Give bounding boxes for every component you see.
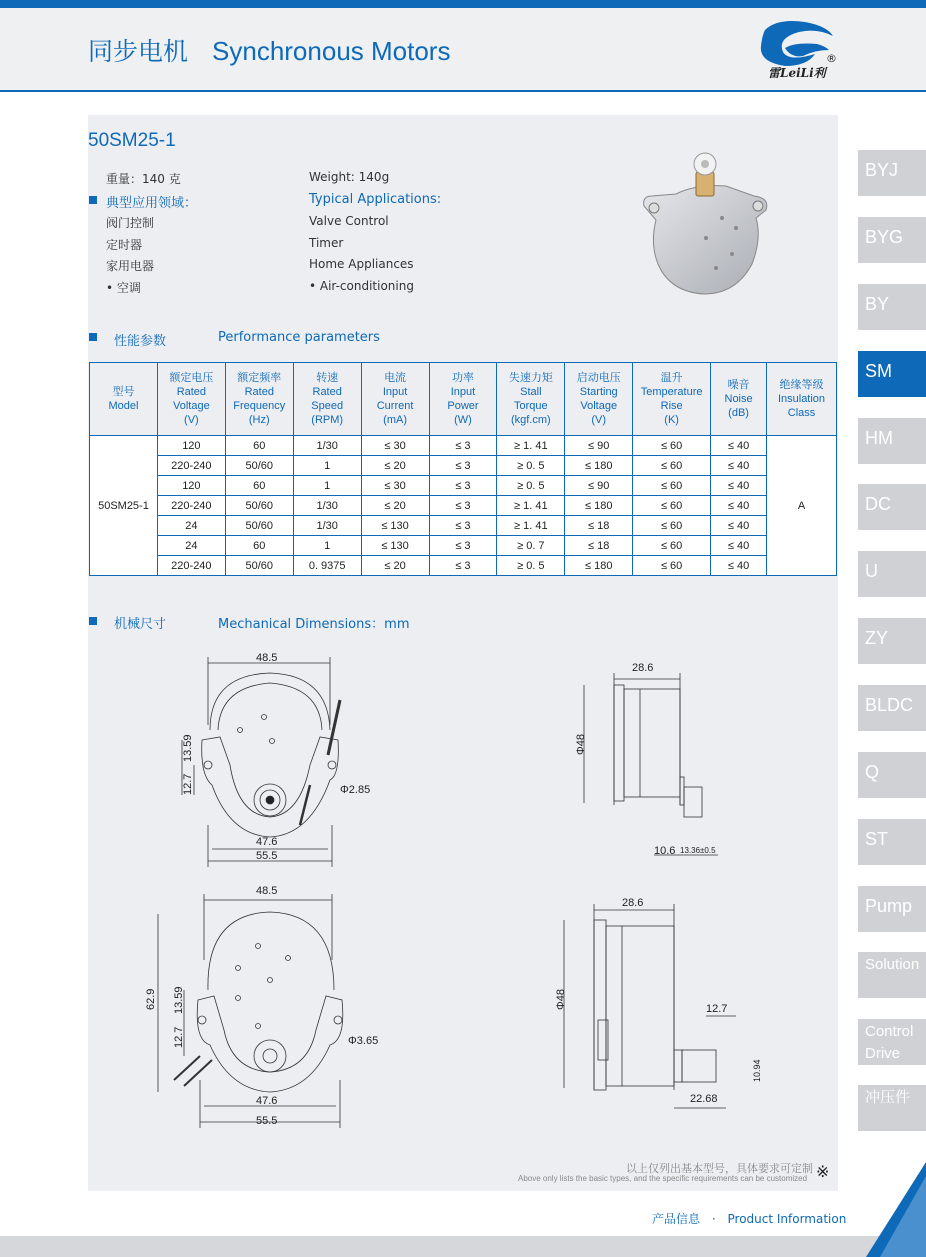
header-line: Frequency: [233, 400, 286, 412]
sidebar-tab[interactable]: ZY: [858, 618, 926, 664]
table-cell: ≤ 180: [565, 456, 633, 476]
sidebar-tab[interactable]: Q: [858, 752, 926, 798]
footnote-cn: 以上仅列出基本型号，具体要求可定制: [626, 1162, 813, 1175]
header-line: Noise: [724, 393, 753, 405]
app-item-cn: • 空调: [106, 281, 141, 295]
header-line: Speed: [311, 400, 344, 412]
dim-hole-2: Φ3.65: [348, 1035, 379, 1047]
dim-h1-2: 13.59: [173, 986, 185, 1014]
table-cell: ≤ 60: [633, 436, 711, 456]
table-cell: ≥ 0. 5: [497, 476, 565, 496]
table-cell: ≤ 20: [361, 496, 429, 516]
header-line: 绝缘等级: [779, 379, 824, 391]
dim-w1-2: 47.6: [256, 1095, 278, 1107]
registered-mark: ®: [826, 52, 837, 65]
header-line: Current: [376, 400, 414, 412]
sidebar-tab[interactable]: Pump: [858, 886, 926, 932]
table-cell: 60: [225, 436, 293, 456]
table-cell: ≤ 18: [565, 536, 633, 556]
table-cell: ≤ 60: [633, 516, 711, 536]
sidebar-tab[interactable]: DC: [858, 484, 926, 530]
table-header-row: [90, 363, 837, 436]
table-cell: 50/60: [225, 516, 293, 536]
app-item-en: • Air-conditioning: [309, 279, 414, 293]
mechanical-title-cn: 机械尺寸: [114, 617, 167, 632]
table-row: [90, 456, 837, 476]
table-cell: 0. 9375: [293, 556, 361, 576]
table-cell: ≤ 60: [633, 476, 711, 496]
page-title-cn: 同步电机: [88, 37, 189, 66]
table-row: [90, 536, 837, 556]
header-line: Stall: [520, 386, 542, 398]
table-cell: ≤ 130: [361, 536, 429, 556]
header-line: (W): [454, 414, 472, 426]
header-line: (RPM): [311, 414, 344, 426]
header-line: Insulation: [777, 393, 826, 405]
table-cell: ≤ 3: [429, 496, 497, 516]
header-line: Torque: [514, 400, 548, 412]
dim-w2: 55.5: [256, 850, 278, 862]
header-line: Power: [447, 400, 479, 412]
sidebar-tab[interactable]: U: [858, 551, 926, 597]
table-cell: ≤ 18: [565, 516, 633, 536]
sidebar-tab[interactable]: BYG: [858, 217, 926, 263]
table-cell: ≥ 1. 41: [497, 516, 565, 536]
app-item-cn: 定时器: [106, 238, 143, 252]
table-cell: ≤ 40: [711, 476, 767, 496]
table-row: [90, 516, 837, 536]
sidebar-tab[interactable]: HM: [858, 418, 926, 464]
table-header-cell: [361, 363, 429, 436]
table-header-cell: [633, 363, 711, 436]
header-line: Model: [108, 400, 139, 412]
table-cell: ≤ 40: [711, 536, 767, 556]
table-cell: ≤ 30: [361, 436, 429, 456]
app-item-en: Valve Control: [309, 214, 389, 228]
table-cell: ≥ 0. 7: [497, 536, 565, 556]
drawing-side-view-1: [570, 655, 740, 865]
table-row: [90, 476, 837, 496]
table-cell: 120: [157, 476, 225, 496]
app-item-en: Home Appliances: [309, 257, 414, 271]
table-row: [90, 436, 837, 456]
apps-title-cn: 典型应用领域：: [106, 196, 198, 211]
motor-product-image: [636, 148, 776, 298]
table-cell: ≤ 90: [565, 476, 633, 496]
header-line: (V): [591, 414, 607, 426]
sidebar-tab[interactable]: BY: [858, 284, 926, 330]
table-cell: 120: [157, 436, 225, 456]
table-cell: ≥ 1. 41: [497, 496, 565, 516]
table-row: [90, 556, 837, 576]
header-line: 温升: [660, 372, 683, 384]
table-header-cell: [429, 363, 497, 436]
table-cell: 1: [293, 536, 361, 556]
sidebar-tab[interactable]: 冲压件: [858, 1085, 926, 1131]
table-cell: ≤ 60: [633, 536, 711, 556]
table-header-cell: [767, 363, 837, 436]
table-cell: ≤ 3: [429, 456, 497, 476]
table-cell: 24: [157, 536, 225, 556]
footer-cn: 产品信息: [652, 1212, 701, 1226]
table-cell: 60: [225, 536, 293, 556]
mechanical-title-en: Mechanical Dimensions：mm: [218, 617, 410, 632]
header-line: Temperature: [640, 386, 703, 398]
table-header-cell: [497, 363, 565, 436]
header-line: 型号: [112, 386, 135, 398]
dim-depth-2: 28.6: [622, 897, 644, 909]
sidebar-tab[interactable]: ST: [858, 819, 926, 865]
page-title: [88, 32, 450, 68]
header-line: 额定频率: [237, 372, 282, 384]
app-item-cn: 家用电器: [106, 259, 155, 273]
logo-text: 雷LeiLi利: [768, 66, 826, 80]
table-cell: 1/30: [293, 436, 361, 456]
sidebar-tab[interactable]: BYJ: [858, 150, 926, 196]
table-cell: ≤ 90: [565, 436, 633, 456]
header-line: Voltage: [173, 400, 210, 412]
footer-en: Product Information: [727, 1212, 847, 1226]
sidebar-tab[interactable]: BLDC: [858, 685, 926, 731]
table-cell: ≤ 130: [361, 516, 429, 536]
header-line: Voltage: [580, 400, 618, 412]
header-line: Rated: [176, 386, 207, 398]
table-cell: ≤ 40: [711, 456, 767, 476]
table-cell: ≤ 60: [633, 456, 711, 476]
dim-h2: 12.7: [182, 773, 194, 795]
model-title: 50SM25-1: [88, 130, 176, 151]
table-cell: ≤ 3: [429, 436, 497, 456]
bullet-square-icon: [89, 617, 97, 625]
footer-info: [652, 1210, 846, 1227]
table-cell: ≥ 1. 41: [497, 436, 565, 456]
table-cell: ≥ 0. 5: [497, 556, 565, 576]
table-cell: 50/60: [225, 496, 293, 516]
table-cell: ≤ 3: [429, 536, 497, 556]
performance-table: [89, 362, 837, 576]
table-cell: ≤ 40: [711, 496, 767, 516]
header-line: Rated: [312, 386, 342, 398]
table-cell: 220-240: [157, 496, 225, 516]
header-line: Starting: [579, 386, 618, 398]
header-line: 噪音: [727, 379, 750, 391]
sidebar-tab[interactable]: SM: [858, 351, 926, 397]
weight-en: Weight: 140g: [309, 170, 390, 184]
header-line: 电流: [384, 372, 407, 384]
dim-h1: 13.59: [182, 734, 194, 762]
table-cell: ≤ 40: [711, 436, 767, 456]
header-line: Rated: [244, 386, 274, 398]
table-header-cell: [565, 363, 633, 436]
drawing-front-view-1: [160, 645, 400, 875]
dim-h2-2: 12.7: [173, 1026, 185, 1048]
dim-d1: 10.6: [654, 845, 676, 857]
table-cell: ≤ 60: [633, 496, 711, 516]
header-line: 失速力矩: [508, 372, 553, 384]
table-cell: 60: [225, 476, 293, 496]
footnote-en: Above only lists the basic types, and the specific requirements can be customized: [518, 1174, 808, 1183]
table-header-cell: [157, 363, 225, 436]
dim-depth: 28.6: [632, 662, 654, 674]
header-line: Class: [787, 407, 816, 419]
header-line: (K): [664, 414, 679, 426]
table-cell: ≤ 3: [429, 556, 497, 576]
header-line: (dB): [728, 407, 749, 419]
dim-hole: Φ2.85: [340, 784, 371, 796]
table-cell: ≤ 3: [429, 516, 497, 536]
table-header-cell: [711, 363, 767, 436]
header-line: 功率: [451, 372, 474, 384]
table-cell: 1: [293, 456, 361, 476]
bullet-square-icon: [89, 333, 97, 341]
apps-title-en: Typical Applications:: [309, 192, 442, 207]
table-cell: 1/30: [293, 516, 361, 536]
table-cell: 1: [293, 476, 361, 496]
table-cell: ≤ 20: [361, 556, 429, 576]
performance-title-cn: 性能参数: [114, 334, 167, 349]
table-row: [90, 496, 837, 516]
sidebar-tab[interactable]: Control Drive: [858, 1019, 926, 1065]
app-item-cn: 阀门控制: [106, 216, 155, 230]
table-cell: ≤ 180: [565, 496, 633, 516]
page-title-en: Synchronous Motors: [212, 36, 451, 66]
header-line: 额定电压: [169, 372, 214, 384]
table-header-cell: [293, 363, 361, 436]
table-body: [90, 436, 837, 576]
dim-diameter: Φ48: [575, 733, 587, 755]
footer-sep: ·: [711, 1212, 716, 1226]
dim-d2: 13.36±0.5: [680, 846, 716, 855]
header-line: (Hz): [248, 414, 270, 426]
header-line: Rise: [660, 400, 683, 412]
bullet-square-icon: [89, 196, 97, 204]
table-header-cell: [225, 363, 293, 436]
header-line: (kgf.cm): [510, 414, 551, 426]
table-header-cell: [90, 363, 158, 436]
header-line: (mA): [383, 414, 407, 426]
top-accent-bar: [0, 0, 926, 8]
table-cell: ≤ 30: [361, 476, 429, 496]
dim-w1: 47.6: [256, 836, 278, 848]
performance-title-en: Performance parameters: [218, 330, 380, 345]
header-line: Input: [382, 386, 408, 398]
table-cell: 50/60: [225, 456, 293, 476]
bottom-bar: [0, 1236, 926, 1257]
table-cell: ≤ 180: [565, 556, 633, 576]
dim-diameter-2: Φ48: [555, 988, 567, 1010]
weight-cn: 重量：140 克: [106, 172, 181, 186]
sidebar-tab[interactable]: Solution: [858, 952, 926, 998]
insulation-cell: A: [767, 436, 837, 576]
table-cell: ≤ 20: [361, 456, 429, 476]
dim-shaft: 10.94: [752, 1059, 762, 1082]
dim-top-width: 48.5: [256, 652, 278, 664]
dim-height: 62.9: [145, 988, 157, 1010]
table-cell: 220-240: [157, 456, 225, 476]
table-cell: 50/60: [225, 556, 293, 576]
dim-w2-2: 55.5: [256, 1115, 278, 1127]
drawing-side-view-2: [550, 890, 770, 1120]
table-cell: 1/30: [293, 496, 361, 516]
model-cell: 50SM25-1: [90, 436, 158, 576]
dim-top-width-2: 48.5: [256, 885, 278, 897]
table-cell: ≤ 40: [711, 556, 767, 576]
table-cell: ≤ 40: [711, 516, 767, 536]
dim-d1-2: 12.7: [706, 1003, 728, 1015]
table-cell: ≤ 60: [633, 556, 711, 576]
table-cell: ≤ 3: [429, 476, 497, 496]
table-cell: 24: [157, 516, 225, 536]
footnote-mark: ※: [816, 1162, 830, 1181]
table-cell: ≥ 0. 5: [497, 456, 565, 476]
header-line: 转速: [316, 372, 339, 384]
dim-d2-2: 22.68: [690, 1093, 718, 1105]
header-line: Input: [450, 386, 476, 398]
drawing-front-view-2: [140, 880, 400, 1130]
app-item-en: Timer: [309, 236, 344, 250]
header-line: (V): [184, 414, 199, 426]
table-cell: 220-240: [157, 556, 225, 576]
header-line: 启动电压: [576, 372, 621, 384]
